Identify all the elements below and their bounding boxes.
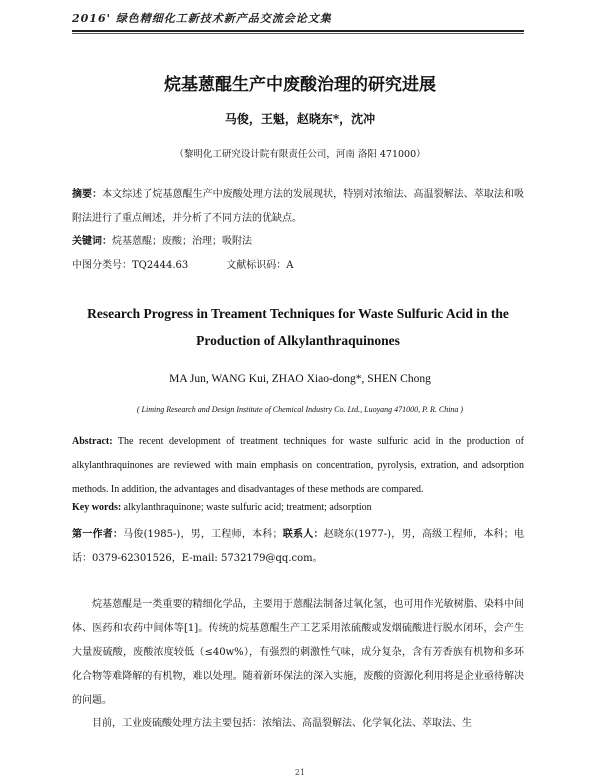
keywords-en-label: Key words: [72,502,122,513]
abstract-zh-text: 本文综述了烷基蒽醌生产中废酸处理方法的发展现状，特别对浓缩法、高温裂解法、萃取法和吸附法进行了重点阐述，并分析了不同方法的优缺点。 [72,189,525,224]
keywords-zh-label: 关键词： [72,236,112,247]
keywords-en [72,502,372,513]
abstract-zh-label: 摘要： [72,189,103,200]
title-en: Research Progress in Treament Techniques for Waste Sulfuric Acid in the Production of Alkylanthraquinones [87,306,509,348]
keywords-zh-text: 烷基蒽醌；废酸；治理；吸附法 [112,236,252,247]
title-zh: 烷基蒽醌生产中废酸治理的研究进展 [164,75,436,95]
contact-label: 联系人： [282,529,324,540]
first-author-label: 第一作者： [72,529,124,540]
authors-en: MA Jun, WANG Kui, ZHAO Xiao-dong*, SHEN Chong [169,373,431,385]
classification [72,256,293,271]
abstract-zh [72,183,524,231]
clc-number: 中图分类号：TQ2444.63 [72,260,189,271]
document-code: 文献标识码：A [226,260,294,271]
abstract-en [72,430,524,502]
header-rule [72,30,524,32]
authors-zh: 马俊，王魁，赵晓东*，沈冲 [224,112,376,126]
contact-text: 赵晓东(1977-)，男，高级工程师，本科；电话：0379-62301526，E-mail: 5732179@qq.com。 [72,529,525,564]
keywords-zh [72,232,252,247]
running-header: 2016' 绿色精细化工新技术新产品交流会论文集 [72,12,332,25]
first-author-text: 马俊(1985-)，男，工程师，本科； [123,529,283,540]
body-paragraph-1: 烷基蒽醌是一类重要的精细化学品，主要用于蒽醌法制备过氧化氢，也可用作光敏树脂、染料中间体、医药和农药中间体等[1]。传统的烷基蒽醌生产工艺采用浓硫酸或发烟硫酸进行脱水闭环，会产生大量废硫酸，废酸浓度较低（≤40w%），有强烈的刺激性气味，成分复杂，含有芳香族有机物和多环化合物等难降解的有机物，难以处理。随着新环保法的深入实施，废酸的资源化利用将是企业亟待解决的问题。 [72,599,524,706]
abstract-en-label: Abstract: [72,436,113,447]
page-number: 21 [294,768,306,777]
header-rule-thin [72,33,524,34]
keywords-en-text: alkylanthraquinone; waste sulfuric acid; treatment; adsorption [121,502,372,513]
body-paragraph-2: 目前，工业废硫酸处理方法主要包括：浓缩法、高温裂解法、化学氧化法、萃取法、生 [92,718,472,729]
affiliation-en: ( Liming Research and Design Institute of Chemical Industry Co. Ltd., Luoyang 471000, P. R. China ) [136,405,464,414]
abstract-en-text: The recent development of treatment techniques for waste sulfuric acid in the production of alkylanthraquinones are reviewed with main emphasis on concentration, pyrolysis, extration, and adsorption methods. In addition, the advantages and disadvantages of these methods are compared. [72,436,524,495]
first-author-note [72,523,524,571]
affiliation-zh: （黎明化工研究设计院有限责任公司，河南 洛阳 471000） [174,149,426,160]
